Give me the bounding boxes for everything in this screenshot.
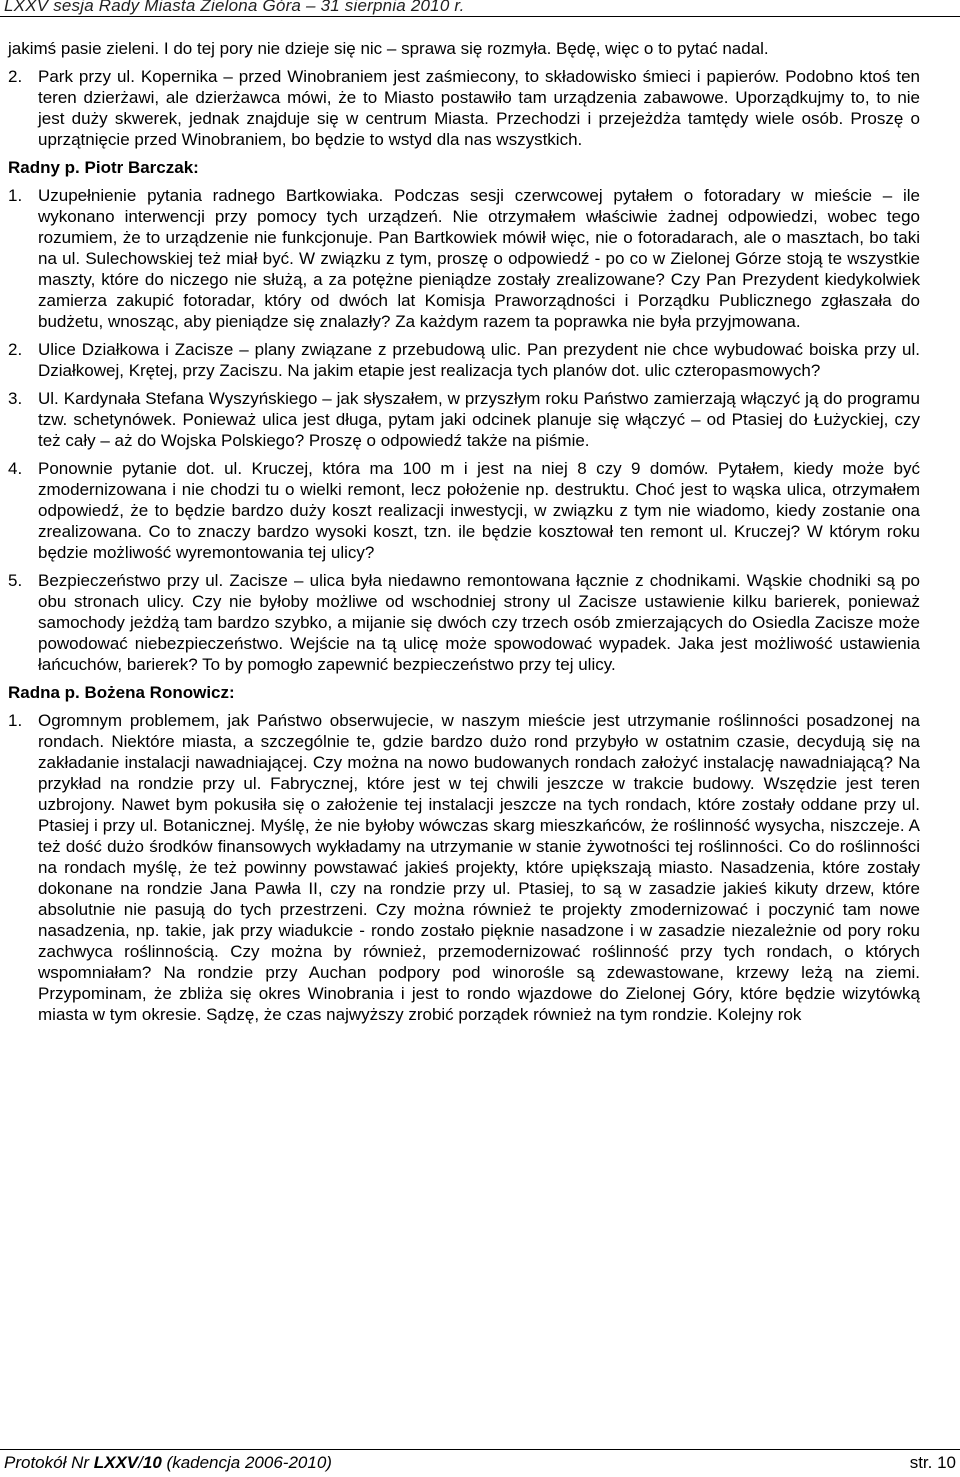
list-item: [8, 570, 920, 675]
document-header: [0, 0, 960, 17]
list-item: [8, 339, 920, 381]
speaker-heading: Radna p. Bożena Ronowicz:: [8, 683, 235, 702]
header-title: LXXV sesja Rady Miasta Zielona Góra – 31 sierpnia 2010 r.: [4, 0, 465, 15]
list-number: 3.: [8, 389, 23, 408]
protocol-separator: /: [138, 1453, 143, 1472]
protocol-prefix: Protokół Nr: [4, 1453, 94, 1472]
intro-paragraph: jakimś pasie zieleni. I do tej pory nie dzieje się nic – sprawa się rozmyła. Będę, więc o to pytać nadal.: [8, 39, 769, 58]
protocol-label: [4, 1451, 332, 1475]
speaker-heading: Radny p. Piotr Barczak:: [8, 158, 199, 177]
protocol-number: LXXV: [93, 1453, 139, 1472]
document-footer: [0, 1449, 960, 1477]
list-item: [8, 710, 920, 1025]
list-text: Ponownie pytanie dot. ul. Kruczej, która ma 100 m i jest na niej 8 czy 9 domów. Pytałem, kiedy może być zmodernizowana i nie chodzi tu o wielki remont, lecz położenie np. destruktu. Choć jest to wąska ulica, otrzymałem odpowiedź, że to będzie bardzo duży koszt realizacji inwestycji, w związku z tym nie wiadomo, kiedy zostanie ona zrealizowana. Co to znaczy bardzo wysoki koszt, tzn. ile będzie kosztował ten remont ul. Kruczej? W którym roku będzie możliwość wyremontowania tej ulicy?: [38, 459, 920, 562]
list-item: [8, 388, 920, 451]
list-item: [8, 185, 920, 332]
list-number: 2.: [8, 67, 23, 86]
protocol-suffix: (kadencja 2006-2010): [161, 1453, 332, 1472]
list-text: Ulice Działkowa i Zacisze – plany związane z przebudową ulic. Pan prezydent nie chce wybudować boiska przy ul. Działkowej, Krętej, przy Zaciszu. Na jakim etapie jest realizacja tych planów dot. ulic czteropasmowych?: [38, 340, 920, 380]
list-number: 5.: [8, 571, 23, 590]
protocol-year: 10: [142, 1453, 162, 1472]
list-number: 1.: [8, 711, 23, 730]
list-text: Park przy ul. Kopernika – przed Winobraniem jest zaśmiecony, to składowisko śmieci i papierów. Podobno ktoś ten teren dzierżawi, ale dzierżawca mówi, że to Miasto postawiło tam urządzenia zabawowe. Uporządkujmy to, to nie jest duży skwerek, jednak znajduje się w centrum Miasta. Przechodzi i przejeżdża tamtędy wiele osób. Proszę o uprzątnięcie przed Winobraniem, bo będzie to wstyd dla nas wszystkich.: [38, 67, 920, 149]
list-number: 4.: [8, 459, 23, 478]
page-number: str. 10: [909, 1453, 956, 1472]
list-item: [8, 66, 920, 150]
list-text: Ul. Kardynała Stefana Wyszyńskiego – jak słyszałem, w przyszłym roku Państwo zamierzają włączyć ją do programu tzw. schetynówek. Ponieważ ulica jest długa, pytam jaki odcinek planuje się włączyć – od Ptasiej do Łużyckiej, czy też cały – aż do Wojska Polskiego? Proszę o odpowiedź także na piśmie.: [38, 389, 920, 450]
list-text: Uzupełnienie pytania radnego Bartkowiaka. Podczas sesji czerwcowej pytałem o fotoradary w mieście – ile wykonano interwencji przy pomocy tych urządzeń. Nie otrzymałem właściwie żadnej odpowiedzi, wobec tego rozumiem, że to urządzenie nie funkcjonuje. Pan Bartkowiek mówił więc, nie o fotoradarach, ale o masztach, bo taki na ul. Sulechowskiej też miał być. W związku z tym, proszę o odpowiedź - po co w Zielonej Górze stoją te wszystkie maszty, które do niczego nie służą, a za potężne pieniądze zostały zrealizowane? Czy Pan Prezydent kiedykolwiek zamierza zakupić fotoradar, który od dwóch lat Komisja Praworządności i Porządku Publicznego zgłaszała do budżetu, wnosząc, aby pieniądze się znalazły? Za każdym razem ta poprawka nie była przyjmowana.: [38, 186, 920, 331]
list-text: Ogromnym problemem, jak Państwo obserwujecie, w naszym mieście jest utrzymanie roślinności posadzonej na rondach. Niektóre miasta, a szczególnie te, gdzie bardzo dużo rond przybyło w ostatnim czasie, decydują się na zakładanie instalacji nawadniającej. Czy można na nowo budowanych rondach założyć instalację nawadniającą? Na przykład na rondzie przy ul. Fabrycznej, które jest w tej chwili jeszcze w trakcie budowy. Wszędzie jest teren uzbrojony. Nawet bym pokusiła się o założenie tej instalacji jeszcze na tych rondach, które zostały oddane przy ul. Ptasiej i przy ul. Botanicznej. Myślę, że nie byłoby wówczas skarg mieszkańców, że roślinność wysycha, niszczeje. A też dość dużo środków finansowych wykładamy na utrzymanie w stanie żywotności tej roślinności. Co do roślinności na rondach myślę, że też powinny powstawać jakieś projekty, które upiększają miasto. Nasadzenia, które zostały dokonane na rondzie Jana Pawła II, czy na rondzie przy ul. Ptasiej, to są w zasadzie jakieś kikuty drzew, które absolutnie nie pasują do tych przestrzeni. Czy można również te projekty zmodernizować i poczynić tam nowe nasadzenia, np. takie, jak przy wiadukcie - rondo zostało pięknie nasadzone i w zasadzie niezależnie od pory roku zachwyca roślinnością. Czy można by również, przemodernizować roślinność przy tych rondach, o których wspomniałam? Na rondzie przy Auchan podpory pod winorośle są zdewastowane, krzewy leżą na ziemi. Przypominam, że zbliża się okres Winobrania i jest to rondo wjazdowe do Zielonej Góry, które będzie wizytówką miasta w tym okresie. Sądzę, że czas najwyższy zrobić porządek również na tym rondzie. Kolejny rok: [38, 711, 920, 1024]
document-body: [8, 38, 920, 1025]
list-number: 2.: [8, 340, 23, 359]
list-item: [8, 458, 920, 563]
list-text: Bezpieczeństwo przy ul. Zacisze – ulica była niedawno remontowana łącznie z chodnikami. Wąskie chodniki są po obu stronach ulicy. Czy nie byłoby możliwe od wschodniej strony ul Zacisze ustawienie kilku barierek, ponieważ samochody jeżdżą tam bardzo szybko, a mijanie się dwóch czy trzech osób zmierzających do Osiedla Zacisze może powodować niebezpieczeństwo. Wejście na tą ulicę może spowodować wypadek. Jaka jest możliwość ustawienia łańcuchów, barierek? To by pomogło zapewnić bezpieczeństwo przy tej ulicy.: [38, 571, 920, 674]
list-number: 1.: [8, 186, 23, 205]
